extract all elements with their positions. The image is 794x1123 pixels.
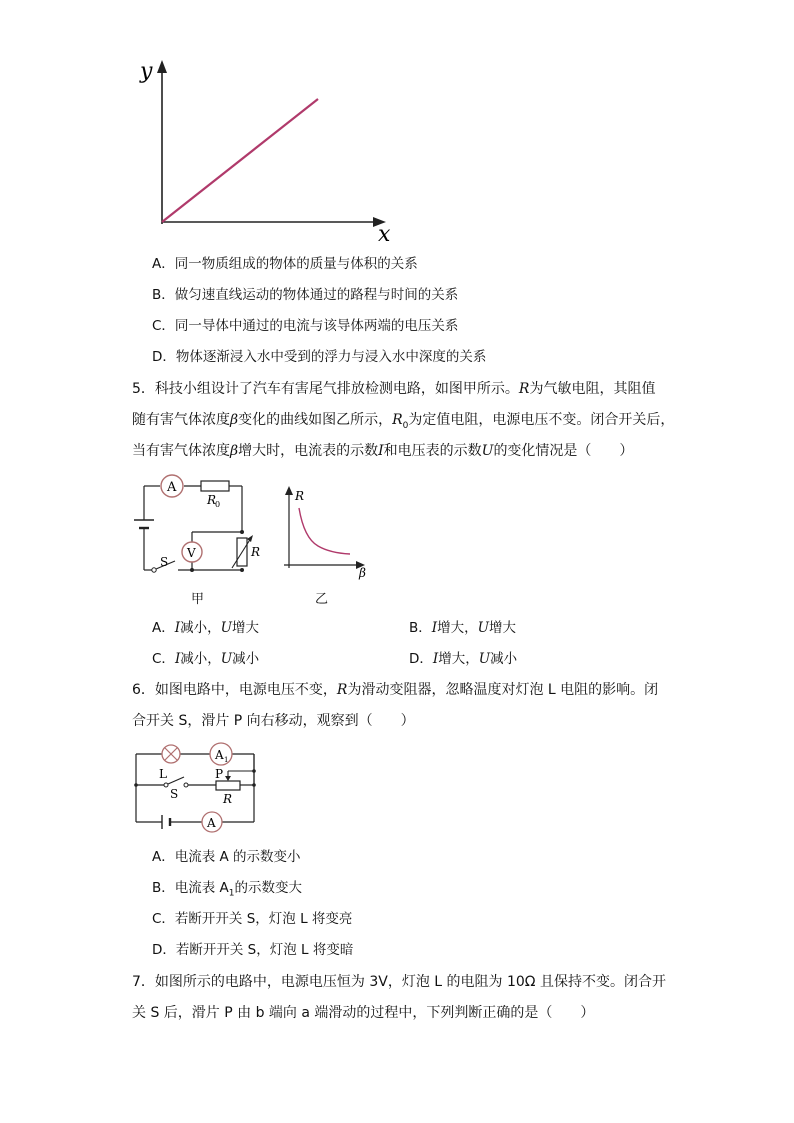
rheostat-r: [216, 781, 240, 790]
svg-text:A: A: [167, 480, 177, 495]
svg-text:S: S: [160, 555, 169, 569]
svg-text:P: P: [215, 767, 224, 781]
q4-option-a: A．同一物质组成的物体的质量与体积的关系: [152, 256, 418, 272]
q5-figure-b-caption: 乙: [315, 592, 329, 607]
q6-stem-line-1: 6．如图电路中，电源电压不变，R为滑动变阻器，忽略温度对灯泡 L 电阻的影响。闭: [132, 682, 659, 698]
q5-circuit-figure-a: [128, 470, 268, 585]
resistance-curve: [299, 508, 350, 554]
q6-option-c: C．若断开开关 S，灯泡 L 将变亮: [152, 911, 353, 927]
q5-stem-line-3: 当有害气体浓度β增大时，电流表的示数I和电压表的示数U的变化情况是（ ）: [132, 443, 634, 459]
q6-circuit-figure: [128, 738, 268, 838]
switch-blade: [168, 777, 184, 784]
q5-option-a: A．I减小，U增大: [152, 620, 259, 636]
q7-stem-line-1: 7．如图所示的电路中，电源电压恒为 3V，灯泡 L 的电阻为 10Ω 且保持不变。闭合开: [132, 974, 666, 990]
svg-text:β: β: [359, 566, 366, 580]
x-axis-label: x: [378, 222, 391, 246]
svg-text:0: 0: [215, 500, 221, 509]
q5-figure-a-caption: 甲: [191, 592, 205, 607]
svg-text:S: S: [170, 787, 179, 801]
svg-text:V: V: [187, 546, 196, 560]
q6-option-b: B．电流表 $A_1$的示数变大: [152, 880, 303, 899]
y-axis-label: y: [140, 59, 153, 84]
q6-option-d: D．若断开开关 S，灯泡 L 将变暗: [152, 942, 354, 958]
q6-option-a: A．电流表 A 的示数变小: [152, 849, 301, 865]
proportional-graph: [138, 56, 398, 246]
q4-option-d: D．物体逐渐浸入水中受到的浮力与浸入水中深度的关系: [152, 349, 487, 365]
q5-option-d: D．I增大，U减小: [409, 651, 518, 667]
q5-stem-line-2: 随有害气体浓度β变化的曲线如图乙所示，$R_0$为定值电阻，电源电压不变。闭合开关后，: [132, 412, 675, 431]
fixed-resistor-r0: [201, 481, 229, 491]
svg-text:L: L: [159, 767, 167, 781]
svg-text:R: R: [251, 545, 261, 559]
q7-stem-line-2: 关 S 后，滑片 P 由 b 端向 a 端滑动的过程中，下列判断正确的是（ ）: [132, 1005, 595, 1021]
proportional-line: [162, 99, 318, 222]
svg-text:A: A: [207, 816, 216, 830]
q4-option-c: C．同一导体中通过的电流与该导体两端的电压关系: [152, 318, 459, 334]
svg-text:A: A: [215, 748, 224, 762]
q6-stem-line-2: 合开关 S，滑片 P 向右移动，观察到（ ）: [132, 713, 415, 729]
svg-text:R: R: [223, 792, 233, 806]
svg-text:R: R: [207, 493, 217, 507]
q5-option-c: C．I减小，U减小: [152, 651, 260, 667]
svg-text:1: 1: [224, 756, 229, 764]
q4-option-b: B．做匀速直线运动的物体通过的路程与时间的关系: [152, 287, 459, 303]
q5-stem-line-1: 5．科技小组设计了汽车有害尾气排放检测电路，如图甲所示。R为气敏电阻，其阻值: [132, 381, 656, 397]
y-axis-arrow: [157, 60, 167, 73]
switch-pivot: [152, 568, 156, 572]
q5-option-b: B．I增大，U增大: [409, 620, 516, 636]
svg-text:R: R: [295, 489, 305, 503]
q5-graph-figure-b: [280, 478, 375, 583]
